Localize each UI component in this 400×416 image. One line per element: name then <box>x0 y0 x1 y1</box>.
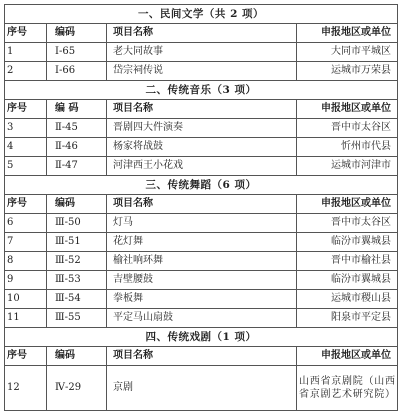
cell-no: 12 <box>5 366 47 411</box>
cell-name: 平定马山扇鼓 <box>107 309 297 328</box>
table-row <box>5 290 398 309</box>
cell-name: 花灯舞 <box>107 233 297 252</box>
cell-no: 1 <box>5 43 47 62</box>
cell-no: 8 <box>5 252 47 271</box>
cell-name: 拳板舞 <box>107 290 297 309</box>
cell-no: 4 <box>5 138 47 157</box>
header-row <box>5 195 398 214</box>
cell-region: 运城市万荣县 <box>297 62 398 81</box>
header-region: 申报地区或单位 <box>297 347 398 366</box>
section-title: 四、传统戏剧（1 项） <box>5 328 398 347</box>
table-row <box>5 309 398 328</box>
cell-code: Ⅲ-51 <box>47 233 107 252</box>
header-no: 序号 <box>5 100 47 119</box>
cell-code: Ⅲ-53 <box>47 271 107 290</box>
cell-code: Ⅱ-45 <box>47 119 107 138</box>
cell-code: Ⅳ-29 <box>47 366 107 411</box>
cell-code: Ⅲ-55 <box>47 309 107 328</box>
section-title: 一、民间文学（共 2 项） <box>5 5 398 24</box>
cell-name: 晋剧四大件演奏 <box>107 119 297 138</box>
cell-region: 大同市平城区 <box>297 43 398 62</box>
table-row <box>5 271 398 290</box>
table-row <box>5 366 398 411</box>
cell-name: 河津西王小花戏 <box>107 157 297 176</box>
cell-no: 11 <box>5 309 47 328</box>
cell-region: 晋中市太谷区 <box>297 119 398 138</box>
table-row <box>5 214 398 233</box>
header-code: 编码 <box>47 195 107 214</box>
cell-name: 老大同故事 <box>107 43 297 62</box>
cell-region: 运城市河津市 <box>297 157 398 176</box>
cell-name: 灯马 <box>107 214 297 233</box>
table-row <box>5 62 398 81</box>
header-region: 申报地区或单位 <box>297 24 398 43</box>
section-title-row <box>5 328 398 347</box>
cell-region: 临汾市翼城县 <box>297 271 398 290</box>
cell-name: 京剧 <box>107 366 297 411</box>
cell-region: 临汾市翼城县 <box>297 233 398 252</box>
cell-region: 运城市稷山县 <box>297 290 398 309</box>
cell-region: 晋中市榆社县 <box>297 252 398 271</box>
cell-no: 7 <box>5 233 47 252</box>
cell-no: 6 <box>5 214 47 233</box>
table-row <box>5 157 398 176</box>
header-name: 项目名称 <box>107 347 297 366</box>
header-name: 项目名称 <box>107 24 297 43</box>
cell-no: 3 <box>5 119 47 138</box>
header-code: 编码 <box>47 347 107 366</box>
table-row <box>5 43 398 62</box>
cell-code: Ⅰ-65 <box>47 43 107 62</box>
cell-code: Ⅲ-52 <box>47 252 107 271</box>
header-no: 序号 <box>5 24 47 43</box>
cell-name: 榆社响环舞 <box>107 252 297 271</box>
table-row <box>5 252 398 271</box>
cell-name: 岱宗祠传说 <box>107 62 297 81</box>
cell-no: 10 <box>5 290 47 309</box>
cell-region: 山西省京剧院（山西省京剧艺术研究院） <box>297 366 398 411</box>
table-row <box>5 138 398 157</box>
section-title: 二、传统音乐（3 项） <box>5 81 398 100</box>
header-name: 项目名称 <box>107 100 297 119</box>
cell-name: 杨家将战鼓 <box>107 138 297 157</box>
cell-no: 2 <box>5 62 47 81</box>
cell-no: 9 <box>5 271 47 290</box>
header-region: 申报地区或单位 <box>297 195 398 214</box>
section-title: 三、传统舞蹈（6 项） <box>5 176 398 195</box>
header-no: 序号 <box>5 195 47 214</box>
header-no: 序号 <box>5 347 47 366</box>
cell-region: 晋中市太谷区 <box>297 214 398 233</box>
header-region: 申报地区或单位 <box>297 100 398 119</box>
section-title-row <box>5 5 398 24</box>
section-title-row <box>5 176 398 195</box>
heritage-table <box>4 4 398 411</box>
cell-code: Ⅲ-50 <box>47 214 107 233</box>
cell-name: 吉壁腰鼓 <box>107 271 297 290</box>
header-code: 编 码 <box>47 100 107 119</box>
cell-no: 5 <box>5 157 47 176</box>
table-row <box>5 233 398 252</box>
cell-code: Ⅱ-47 <box>47 157 107 176</box>
header-row <box>5 100 398 119</box>
header-row <box>5 347 398 366</box>
table-row <box>5 119 398 138</box>
header-name: 项目名称 <box>107 195 297 214</box>
cell-region: 阳泉市平定县 <box>297 309 398 328</box>
cell-code: Ⅲ-54 <box>47 290 107 309</box>
cell-code: Ⅰ-66 <box>47 62 107 81</box>
header-code: 编码 <box>47 24 107 43</box>
cell-region: 忻州市代县 <box>297 138 398 157</box>
header-row <box>5 24 398 43</box>
cell-code: Ⅱ-46 <box>47 138 107 157</box>
section-title-row <box>5 81 398 100</box>
